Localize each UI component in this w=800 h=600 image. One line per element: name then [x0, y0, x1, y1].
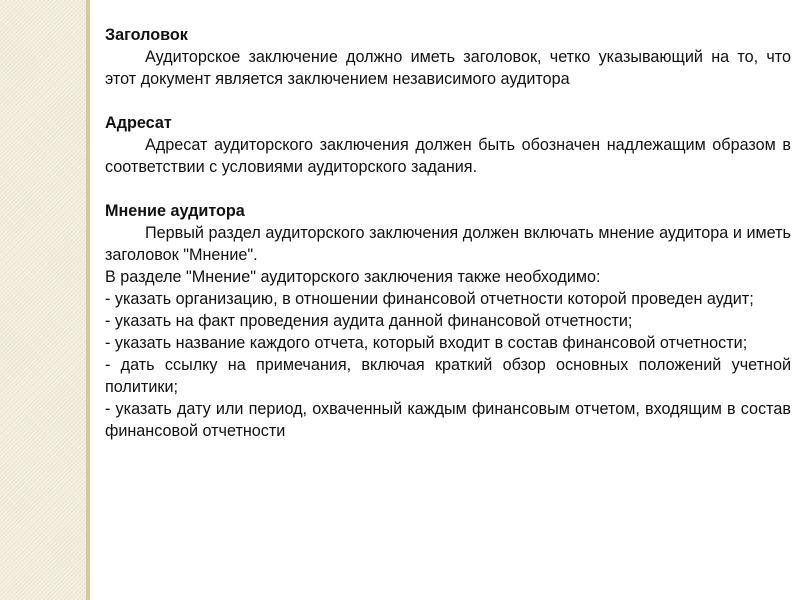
section-paragraph: Адресат аудиторского заключения должен быть обозначен надлежащим образом в соответствии с условиями аудиторского задания.: [105, 136, 791, 176]
list-item: - указать на факт проведения аудита данной финансовой отчетности;: [105, 312, 633, 330]
list-item: - дать ссылку на примечания, включая краткий обзор основных положений учетной политики;: [105, 356, 791, 396]
list-item: - указать название каждого отчета, который входит в состав финансовой отчетности;: [105, 334, 748, 352]
section-auditor-opinion: [105, 200, 791, 442]
list-item: - указать организацию, в отношении финансовой отчетности которой проведен аудит;: [105, 290, 754, 308]
left-decorative-band: [0, 0, 86, 600]
section-paragraph: Первый раздел аудиторского заключения должен включать мнение аудитора и иметь заголовок "Мнение".: [105, 224, 791, 264]
section-heading: Адресат: [105, 114, 172, 132]
section-title-requirement: [105, 24, 791, 90]
section-paragraph: Аудиторское заключение должно иметь заголовок, четко указывающий на то, что этот документ является заключением независимого аудитора: [105, 48, 791, 88]
section-heading: Мнение аудитора: [105, 202, 245, 220]
left-decorative-rule: [86, 0, 90, 600]
section-heading: Заголовок: [105, 26, 188, 44]
section-addressee: [105, 112, 791, 178]
section-intro: В разделе "Мнение" аудиторского заключения также необходимо:: [105, 268, 601, 286]
list-item: - указать дату или период, охваченный каждым финансовым отчетом, входящим в состав финансовой отчетности: [105, 400, 791, 440]
slide-content: [105, 24, 791, 464]
